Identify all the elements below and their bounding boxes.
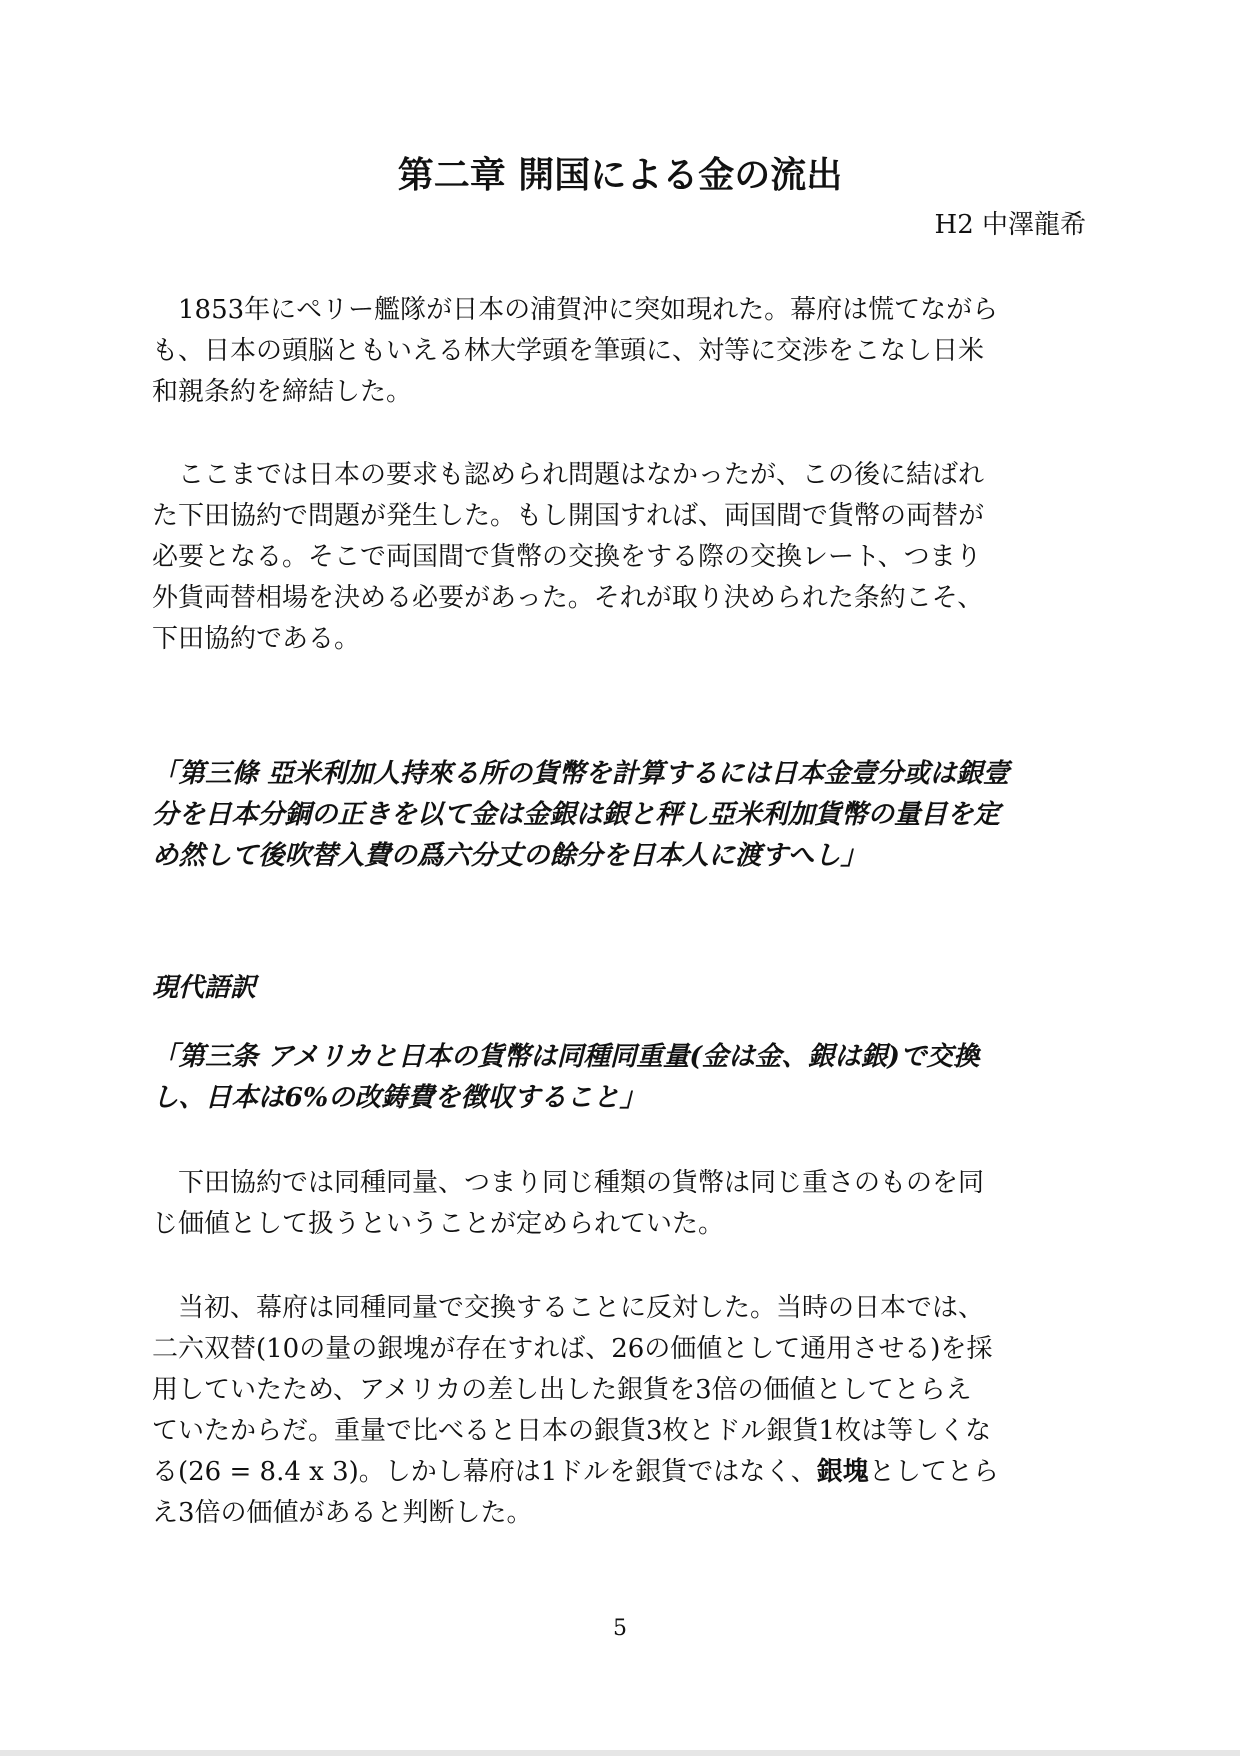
quote-article-three-original: 「第三條 亞米利加人持來る所の貨幣を計算するには日本金壹分或は銀壹 分を日本分銅の正きを以て金は金銀は銀と秤し亞米利加貨幣の量目を定 め然して後吹替入費の爲六分丈の餘分を日本人に渡すへし」	[152, 758, 1010, 871]
paragraph-text-start: 当初、幕府は同種同量で交換することに反対した。当時の日本では、 二六双替(10の量の銀塊が存在すれば、26の価値として通用させる)を採 用していたため、アメリカの差し出した銀貨を3倍の価値としてとらえ ていたからだ。重量で比べると日本の銀貨3枚とドル銀貨1枚は等しくな る(26 = 8.4 x 3)。しかし幕府は1ドルを銀貨ではなく、	[152, 1293, 993, 1487]
page-bottom-edge	[0, 1750, 1240, 1756]
paragraph-perry-arrival: 1853年にペリー艦隊が日本の浦賀沖に突如現れた。幕府は慌てながら も、日本の頭脳ともいえる林大学頭を筆頭に、対等に交渉をこなし日米 和親条約を締結した。	[152, 295, 999, 407]
page-number: 5	[613, 1616, 627, 1641]
quote-article-three-modern: 「第三条 アメリカと日本の貨幣は同種同重量(金は金、銀は銀)で交換 し、日本は6%の改鋳費を徴収すること」	[152, 1041, 980, 1113]
emphasis-silver-ingot: 銀塊	[816, 1457, 869, 1487]
paragraph-text-end: としてとら え3倍の価値があると判断した。	[152, 1457, 999, 1528]
paragraph-shimoda-convention: ここまでは日本の要求も認められ問題はなかったが、この後に結ばれ た下田協約で問題が発生した。もし開国すれば、両国間で貨幣の両替が 必要となる。そこで両国間で貨幣の交換をする際の交換レート、つまり 外貨両替相場を決める必要があった。それが取り決められた条約こそ、 下田協約である。	[152, 460, 985, 654]
author-name: H2 中澤龍希	[934, 210, 1086, 240]
paragraph-shogunate-objection	[152, 1288, 1092, 1534]
chapter-title: 第二章 開国による金の流出	[397, 154, 843, 196]
subheading-modern-translation: 現代語訳	[152, 973, 257, 1003]
paragraph-same-kind-same-weight: 下田協約では同種同量、つまり同じ種類の貨幣は同じ重さのものを同 じ価値として扱うということが定められていた。	[152, 1168, 985, 1239]
